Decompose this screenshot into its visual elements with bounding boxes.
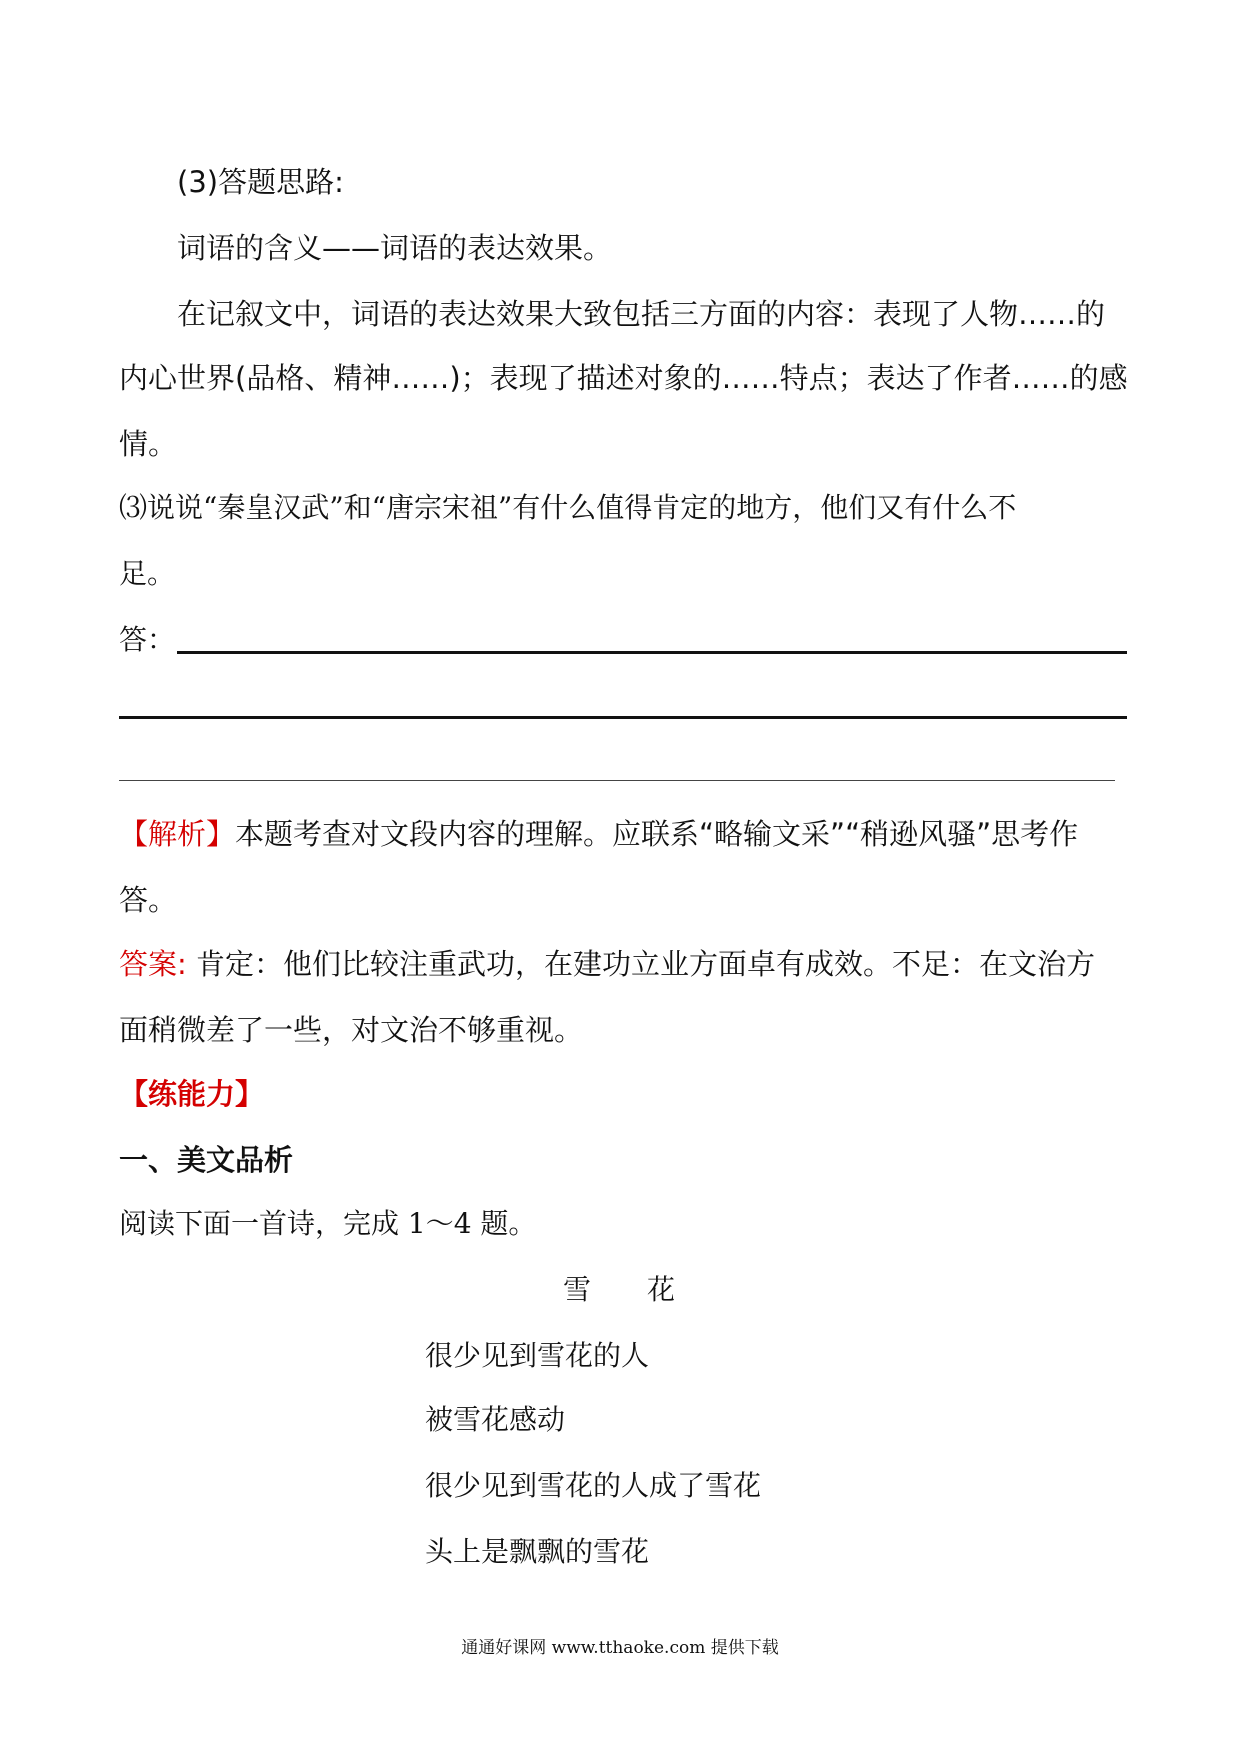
answer-blank-line-1[interactable] (177, 651, 1127, 654)
poem-line-4: 头上是飘飘的雪花 (425, 1535, 650, 1568)
answer-blank-line-2[interactable] (119, 716, 1127, 719)
tip-line: 词语的含义——词语的表达效果。 (177, 231, 613, 265)
poem-line-2: 被雪花感动 (425, 1403, 566, 1436)
answer-text: 肯定：他们比较注重武功，在建功立业方面卓有成效。不足：在文治方 (186, 947, 1096, 981)
analysis-line-1 (119, 814, 1078, 854)
tip-paragraph-line-1: 在记叙文中，词语的表达效果大致包括三方面的内容：表现了人物……的 (177, 297, 1106, 331)
answer-label: 答： (119, 623, 176, 656)
poem-line-1: 很少见到雪花的人 (425, 1339, 650, 1372)
question-line-1: ⑶说说“秦皇汉武”和“唐宗宋祖”有什么值得肯定的地方，他们又有什么不 (119, 491, 1017, 524)
tip-heading: (3)答题思路: (177, 165, 344, 199)
tip-paragraph-line-2: 内心世界(品格、精神……)；表现了描述对象的……特点；表达了作者……的感 (119, 361, 1128, 395)
practice-tag: 【练能力】 (119, 1077, 265, 1111)
instruction: 阅读下面一首诗，完成 1～4 题。 (119, 1207, 537, 1240)
analysis-text: 本题考查对文段内容的理解。应联系“略输文采”“稍逊风骚”思考作 (235, 817, 1079, 851)
answer-tag: 答案: (119, 947, 187, 981)
poem-title: 雪 花 (563, 1273, 676, 1306)
poem-line-3: 很少见到雪花的人成了雪花 (425, 1469, 762, 1502)
analysis-line-2: 答。 (119, 883, 178, 917)
answer-line-2: 面稍微差了一些，对文治不够重视。 (119, 1013, 584, 1047)
section-title: 一、美文品析 (119, 1143, 294, 1177)
answer-line-1 (119, 944, 1095, 984)
tip-paragraph-line-3: 情。 (119, 427, 178, 461)
question-line-2: 足。 (119, 557, 176, 590)
answer-blank-line-3[interactable] (119, 780, 1115, 781)
analysis-tag: 【解析】 (119, 817, 236, 851)
page-footer: 通通好课网 www.tthaoke.com 提供下载 (461, 1638, 779, 1658)
